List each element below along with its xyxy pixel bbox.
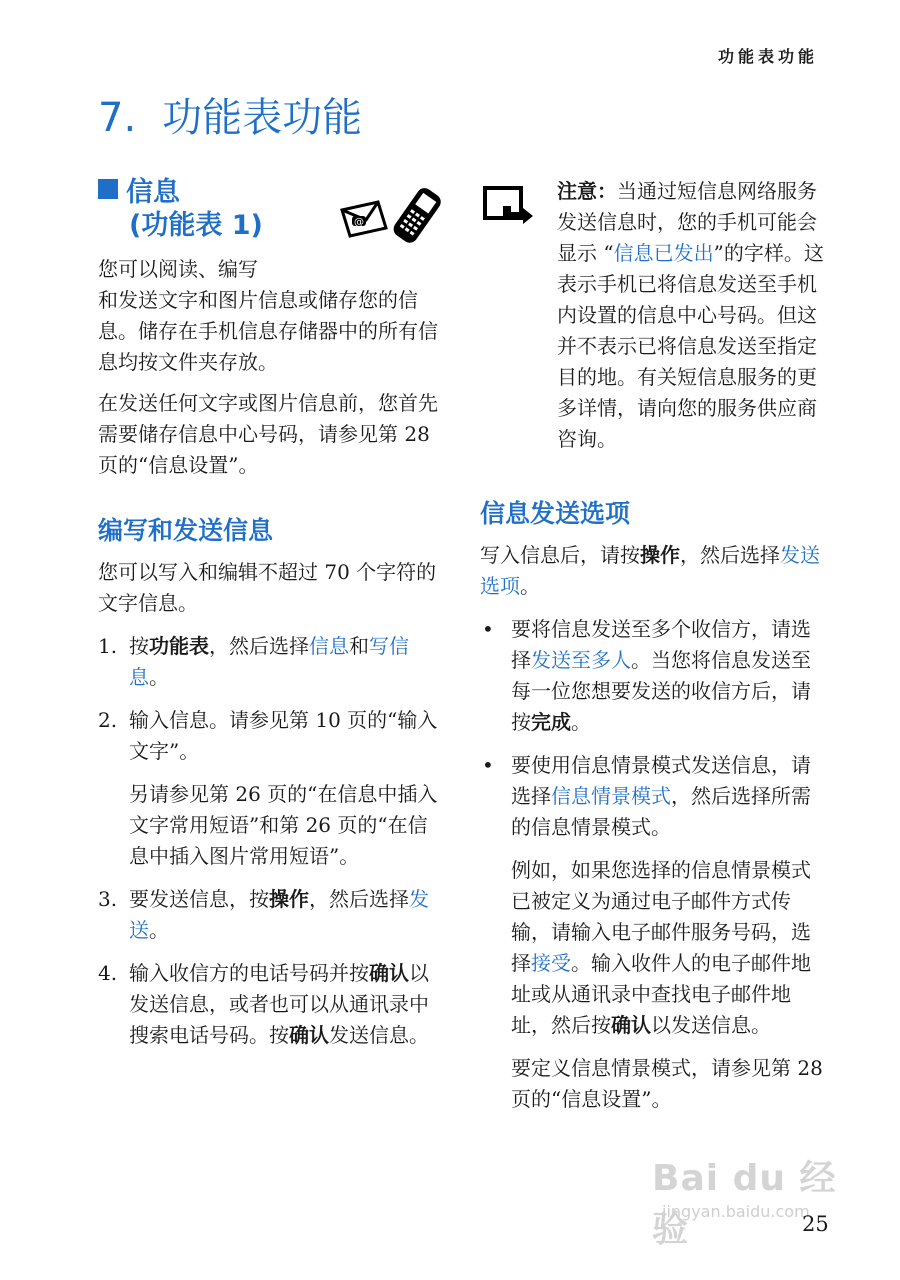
- page-number: 25: [802, 1212, 829, 1236]
- note-block: [557, 176, 829, 455]
- menu-link-send: 发送: [129, 887, 429, 942]
- menu-link-accept: 接受: [531, 951, 571, 975]
- list-item: • 要使用信息情景模式发送信息，请选择信息情景模式，然后选择所需的信息情景模式。 例如，如果您选择的信息情景模式已被定义为通过电子邮件方式传输，请输入电子邮件服务号码，选择接受。输入收件人的电子邮件地址或从通讯录中查找电子邮件地址，然后按确认以发送信息。 要定义信息情景模式，请参见第 28 页的“信息设置”。: [480, 750, 825, 1115]
- section-square-icon: [98, 179, 118, 199]
- messages-para-1: 您可以阅读、编写 和发送文字和图片信息或储存您的信息。储存在手机信息存储器中的所有信息均按文件夹存放。: [98, 257, 438, 374]
- write-steps: [98, 631, 443, 1051]
- note-text: 注意：当通过短信息网络服务发送信息时，您的手机可能会显示 “信息已发出”的字样。这表示手机已将信息发送至手机内设置的信息中心号码。但这并不表示已将信息发送至指定目的地。有关短信息服务的更多详情，请向您的服务供应商咨询。: [557, 179, 824, 451]
- chapter-title-text: 功能表功能: [162, 95, 363, 141]
- list-item: 4. 输入收信方的电话号码并按确认以发送信息，或者也可以从通讯录中搜索电话号码。按确认发送信息。: [98, 961, 429, 1047]
- options-intro: 写入信息后，请按操作，然后选择发送选项。: [480, 543, 820, 598]
- list-item: 1. 按功能表，然后选择信息和写信息。: [98, 634, 409, 689]
- menu-link-send-multiple: 发送至多人: [531, 648, 631, 672]
- chapter-title: [98, 86, 362, 143]
- bullet-icon: •: [482, 753, 494, 777]
- watermark-url: jingyan.baidu.com: [662, 1202, 810, 1221]
- svg-text:@: @: [354, 217, 364, 228]
- section-title-write: 编写和发送信息: [98, 516, 274, 545]
- messages-para-2: 在发送任何文字或图片信息前，您首先需要储存信息中心号码，请参见第 28 页的“信息设置”。: [98, 391, 438, 477]
- bullet-icon: •: [482, 617, 494, 641]
- list-item: 3. 要发送信息，按操作，然后选择发送。: [98, 887, 429, 942]
- section-title-messages: 信息: [98, 176, 443, 209]
- menu-link-messages: 信息: [309, 634, 349, 658]
- section-subtitle-messages: (功能表 1): [129, 210, 263, 241]
- options-bullets: [480, 614, 825, 1115]
- chapter-number: 7.: [98, 95, 137, 141]
- write-intro: 您可以写入和编辑不超过 70 个字符的文字信息。: [98, 560, 437, 615]
- note-arrow-icon: [483, 186, 535, 226]
- menu-link-write-message: 写信息: [129, 634, 409, 689]
- list-item: • 要将信息发送至多个收信方，请选择发送至多人。当您将信息发送至每一位您想要发送的收信方后，请按完成。: [480, 614, 825, 738]
- running-header: 功能表功能: [717, 47, 818, 66]
- section-title-options: 信息发送选项: [480, 499, 631, 528]
- watermark-logo: Bai du 经验: [652, 1158, 837, 1250]
- left-column: [98, 176, 443, 1063]
- menu-link-message-profile: 信息情景模式: [551, 784, 671, 808]
- note-link-message-sent: 信息已发出: [613, 241, 714, 265]
- right-column: [480, 498, 825, 1127]
- list-item: 2. 输入信息。请参见第 10 页的“输入文字”。 另请参见第 26 页的“在信息中插入文字常用短语”和第 26 页的“在信息中插入图片常用短语”。: [98, 708, 438, 868]
- menu-link-send-options: 发送选项: [480, 543, 820, 598]
